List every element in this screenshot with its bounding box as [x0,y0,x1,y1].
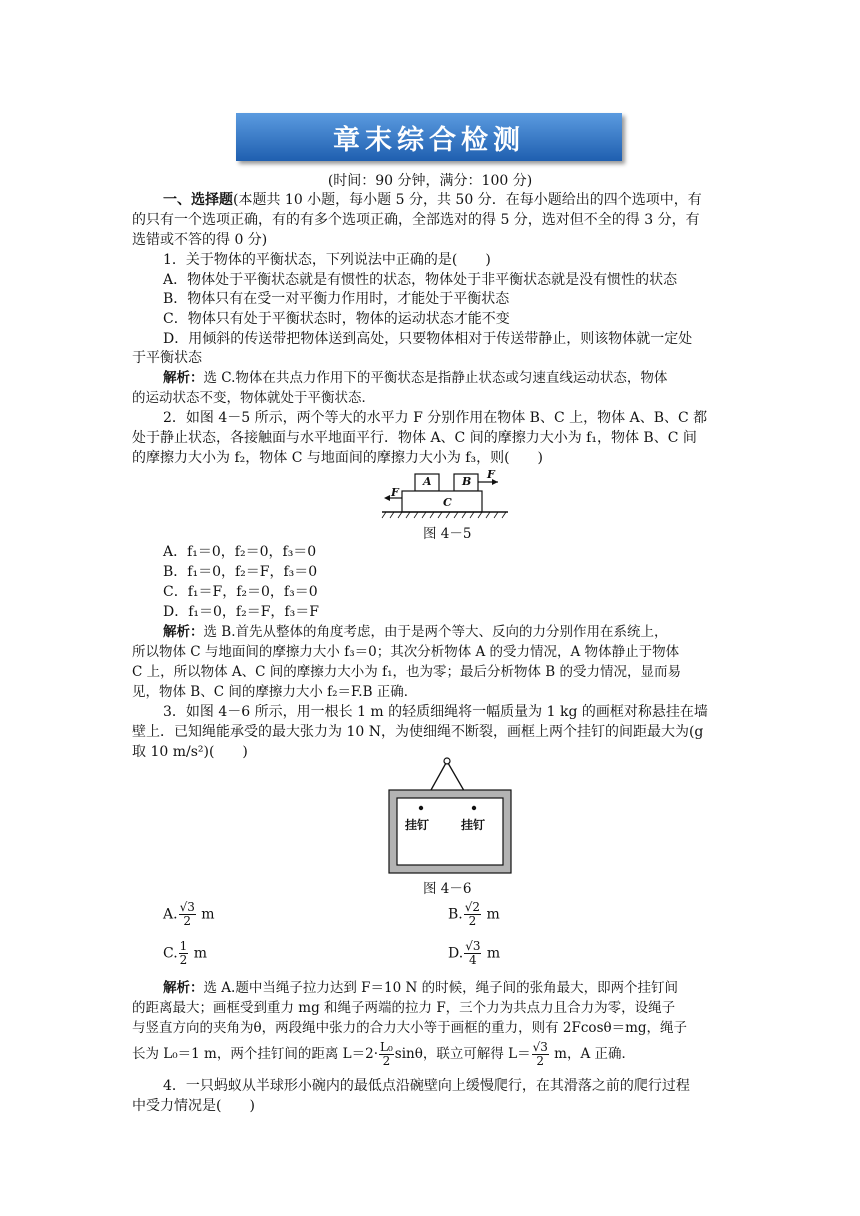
hook-left [419,806,423,810]
q1-option-a: A．物体处于平衡状态就是有惯性的状态，物体处于非平衡状态就是没有惯性的状态 [163,272,678,288]
question-3-stem: 3．如图 4－6 所示，用一根长 1 m 的轻质细绳将一幅质量为 1 kg 的画框对称悬挂在墙 [163,704,708,720]
q3-analysis [163,979,678,998]
title-banner [236,113,622,161]
hook-right [472,806,476,810]
question-2-stem: 2．如图 4－5 所示，两个等大的水平力 F 分别作用在物体 B、C 上，物体 A、B、C 都 [163,410,708,426]
ground-hatch [382,512,506,518]
fraction: $\frac{√3}{4}$ [465,939,481,967]
q3-option-a: A. $\frac{√3}{2}$ m [163,900,215,928]
figure-caption: 图 4－5 [423,526,472,542]
q1-option-c: C．物体只有处于平衡状态时，物体的运动状态才能不变 [163,311,510,327]
question-4-stem: 4．一只蚂蚁从半球形小碗内的最低点沿碗壁向上缓慢爬行，在其滑落之前的爬行过程 [163,1078,690,1094]
question-1-stem: 1．关于物体的平衡状态，下列说法中正确的是( ) [163,252,491,268]
figure-caption: 图 4－6 [423,881,472,897]
label-f-right: F [487,468,495,481]
exam-info: (时间：90 分钟，满分：100 分) [327,173,533,189]
q1-option-d-cont: 于平衡状态 [132,350,202,366]
section-instructions: (本题共 10 小题，每小题 5 分，共 50 分．在每小题给出的四个选项中，有 [233,192,702,208]
label-c: C [443,496,452,509]
block-c [402,491,482,512]
q2-option-c: C．f₁＝F，f₂＝0，f₃＝0 [163,584,318,600]
q2-option-d: D．f₁＝0，f₂＝F，f₃＝F [163,604,319,620]
q2-analysis-cont: 所以物体 C 与地面间的摩擦力大小 f₃＝0；其次分析物体 A 的受力情况，A 物体静止于物体 [132,644,680,660]
q2-analysis-cont: 见，物体 B、C 间的摩擦力大小 f₂＝F.B 正确． [132,684,418,700]
analysis-label: 解析： [163,980,204,996]
q3-option-c: C. $\frac{1}{2}$ m [163,939,208,967]
q2-option-a: A．f₁＝0，f₂＝0，f₃＝0 [163,544,317,560]
page-title: 章末综合检测 [333,124,525,156]
q1-analysis-cont: 的运动状态不变，物体就处于平衡状态． [132,390,375,406]
nail-label-left: 挂钉 [405,818,430,832]
analysis-text: 选 C.物体在共点力作用下的平衡状态是指静止状态或匀速直线运动状态，物体 [203,370,668,386]
q1-option-b: B．物体只有在受一对平衡力作用时，才能处于平衡状态 [163,291,510,307]
analysis-label: 解析： [163,370,204,386]
fraction: $\frac{√3}{2}$ [532,1040,548,1068]
section-instructions-line: 选错或不答的得 0 分) [132,232,268,248]
analysis-text: 选 B.首先从整体的角度考虑，由于是两个等大、反向的力分别作用在系统上， [203,624,668,640]
q1-option-d: D．用倾斜的传送带把物体送到高处，只要物体相对于传送带静止，则该物体就一定处 [163,331,693,347]
q3-option-b: B. $\frac{√2}{2}$ m [448,900,500,928]
question-2-stem-cont: 的摩擦力大小为 f₂，物体 C 与地面间的摩擦力大小为 f₃，则( ) [132,450,544,466]
fraction: $\frac{1}{2}$ [179,939,188,967]
fraction: $\frac{√2}{2}$ [464,900,481,928]
question-2-stem-cont: 处于静止状态，各接触面与水平地面平行．物体 A、C 间的摩擦力大小为 f₁，物体 B、C 间 [132,430,697,446]
q3-analysis-cont: 长为 L₀＝1 m，两个挂钉间的距离 L＝2· $\frac{\text{L₀}}{2}$ sinθ，联立可解得 L＝ $\frac{√3}{2}$ m，A 正确． [132,1040,636,1068]
analysis-text: 选 A.题中当绳子拉力达到 F＝10 N 的时候，绳子间的张角最大，即两个挂钉间 [203,980,679,996]
q2-analysis-cont: C 上，所以物体 A、C 间的摩擦力大小为 f₁，也为零；最后分析物体 B 的受力情况，显而易 [132,664,681,680]
fraction: $\frac{√3}{2}$ [179,900,195,928]
fraction: $\frac{\text{L₀}}{2}$ [380,1040,393,1068]
section-header [163,191,702,210]
section-instructions-line: 的只有一个选项正确，有的有多个选项正确，全部选对的得 5 分，选对但不全的得 3 分，有 [132,212,700,228]
q2-analysis [163,623,668,642]
label-b: B [462,475,472,488]
question-3-stem-cont: 取 10 m/s²)( ) [132,744,248,760]
q2-option-b: B．f₁＝0，f₂＝F，f₃＝0 [163,564,318,580]
section-title: 一、选择题 [163,192,233,208]
analysis-label: 解析： [163,624,204,640]
q3-option-d: D. $\frac{√3}{4}$ m [448,939,501,967]
label-a: A [423,475,432,488]
q3-analysis-cont: 的距离最大；画框受到重力 mg 和绳子两端的拉力 F，三个力为共点力且合力为零，设绳子 [132,1000,676,1016]
label-f-left: F [391,486,399,499]
question-3-stem-cont: 壁上．已知绳能承受的最大张力为 10 N，为使细绳不断裂，画框上两个挂钉的间距最大为(g [132,724,704,740]
question-4-stem-cont: 中受力情况是( ) [132,1098,255,1114]
q1-analysis [163,369,667,388]
nail-label-right: 挂钉 [461,818,486,832]
wall-nail [444,758,450,764]
q3-analysis-cont: 与竖直方向的夹角为θ，两段绳中张力的合力大小等于画框的重力，则有 2Fcosθ＝mg，绳子 [132,1020,688,1036]
